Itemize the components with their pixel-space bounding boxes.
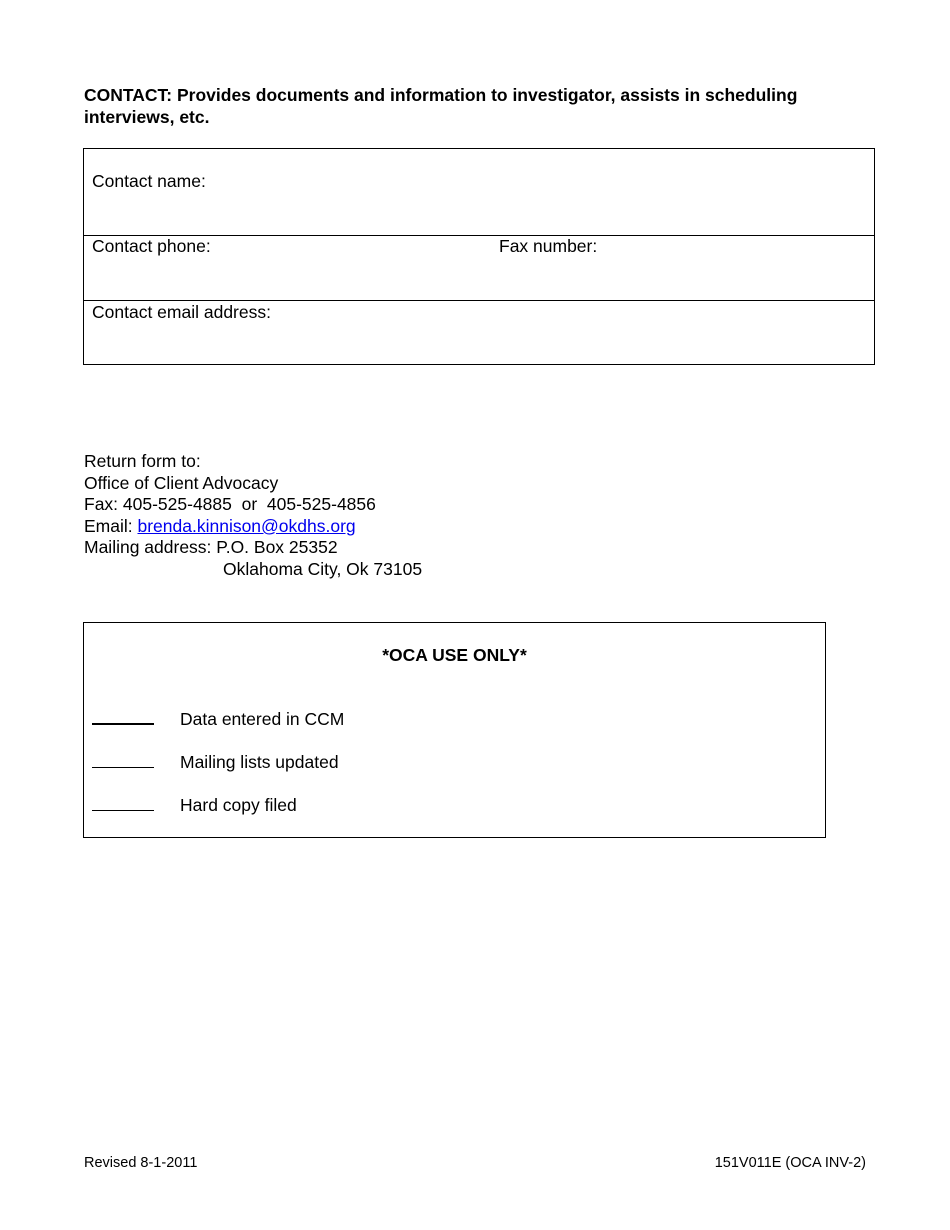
contact-phone-label: Contact phone: [92, 236, 211, 256]
form-section-heading: CONTACT: Provides documents and information to investigator, assists in scheduling interviews, etc. [84, 85, 798, 127]
checklist-label: Data entered in CCM [180, 709, 345, 729]
checklist-blank[interactable] [92, 753, 154, 768]
fax-numbers: Fax: 405-525-4885 or 405-525-4856 [84, 494, 376, 515]
oca-use-only-title: *OCA USE ONLY* [382, 645, 527, 665]
checklist-blank[interactable] [92, 709, 154, 725]
email-line [84, 516, 422, 538]
email-link[interactable]: brenda.kinnison@okdhs.org [137, 515, 356, 536]
mailing-address-line2: Oklahoma City, Ok 73105 [223, 558, 423, 579]
checklist-item [92, 709, 345, 729]
office-name: Office of Client Advocacy [84, 472, 279, 493]
contact-email-row[interactable] [84, 300, 874, 365]
revision-date: Revised 8-1-2011 [84, 1155, 198, 1171]
contact-phone-fax-row[interactable] [84, 235, 874, 300]
contact-info-table [83, 148, 875, 365]
return-intro: Return form to: [84, 451, 201, 471]
return-instructions [84, 451, 422, 581]
checklist-item [92, 795, 297, 815]
form-identifier: 151V011E (OCA INV-2) [714, 1155, 866, 1171]
oca-use-only-box [83, 622, 826, 838]
mailing-address-line1: Mailing address: P.O. Box 25352 [84, 537, 338, 558]
contact-name-label: Contact name: [92, 171, 206, 191]
checklist-item [92, 752, 339, 772]
contact-name-row[interactable] [84, 149, 874, 235]
checklist-label: Mailing lists updated [180, 752, 339, 772]
contact-email-label: Contact email address: [92, 302, 271, 322]
email-prefix: Email: [84, 515, 138, 536]
checklist-blank[interactable] [92, 796, 154, 811]
checklist-label: Hard copy filed [180, 795, 297, 815]
fax-number-label: Fax number: [499, 236, 598, 256]
